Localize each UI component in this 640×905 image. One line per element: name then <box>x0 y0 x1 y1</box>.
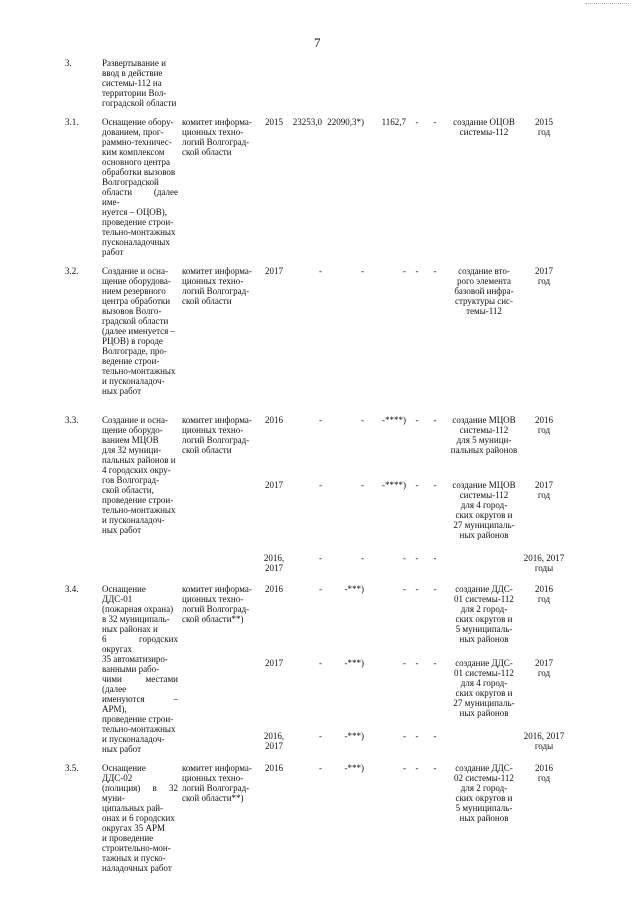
amount-total: - <box>319 584 322 594</box>
amount-federal: - <box>361 480 364 490</box>
year: 2016, 2017 <box>263 553 285 573</box>
expected-result: создание ДДС- 01 системы-112 для 2 город- ских округов и 5 муниципаль- ных районов <box>454 584 514 644</box>
amount-regional: -****) <box>382 480 406 490</box>
row-number: 3.4. <box>65 584 79 594</box>
amount-local: - <box>415 731 419 741</box>
year: 2016 <box>265 415 283 425</box>
executor: комитет информа- ционных техно- логий Волгоград- ской области <box>182 117 252 157</box>
deadline: 2016 год <box>535 415 553 435</box>
amount-regional: -****) <box>382 415 406 425</box>
amount-federal: - <box>361 266 364 276</box>
activity-name: Создание и осна- щение оборудова- нием резервного центра обработки вызовов Волго- градской области (далее именуется – РЦОВ) в городе Волгограде, про- ведение строи- тельно-монтажных и пусконаладоч- ных работ <box>102 266 176 396</box>
amount-extra: - <box>433 117 437 127</box>
amount-total: 23253,0 <box>292 117 322 127</box>
activity-name: Оснащение ДДС-01 (пожарная охрана) в 32 муниципаль- ных районах и 6 городских округах 35 автоматизиро- ванными рабо- чими местами (далее именуются – АРМ), проведение строи- тельно-монтажных и пусконаладоч- ных работ <box>102 584 178 754</box>
amount-federal: -***) <box>344 731 364 741</box>
amount-extra: - <box>433 731 437 741</box>
amount-total: - <box>319 415 322 425</box>
deadline: 2017 год <box>535 480 553 500</box>
row-number: 3.2. <box>65 266 79 276</box>
amount-regional: - <box>403 763 406 773</box>
amount-federal: - <box>361 415 364 425</box>
row-number: 3.1. <box>65 117 79 127</box>
activity-name: Оснащение обору- дованием, прог- раммно-техничес- ким комплексом основного центра обработки вызовов Волгоградской области (далее име- нуется – ОЦОВ), проведение строи- тельно-монтажных пусконаладочных работ <box>102 117 178 257</box>
executor: комитет информа- ционных техно- логий Волгоград- ской области <box>182 415 252 455</box>
amount-extra: - <box>433 763 437 773</box>
year: 2016 <box>265 763 283 773</box>
executor: комитет информа- ционных техно- логий Волгоград- ской области**) <box>182 584 252 624</box>
deadline: 2017 год <box>535 266 553 286</box>
expected-result: создание вто- рого элемента базовой инфра- структуры сис- темы-112 <box>454 266 514 316</box>
year: 2017 <box>265 658 283 668</box>
amount-extra: - <box>433 480 437 490</box>
amount-total: - <box>319 731 322 741</box>
amount-local: - <box>415 117 419 127</box>
amount-extra: - <box>433 415 437 425</box>
year: 2017 <box>265 266 283 276</box>
executor: комитет информа- ционных техно- логий Волгоград- ской области <box>182 266 252 306</box>
deadline: 2015 год <box>535 117 553 137</box>
year: 2016 <box>265 584 283 594</box>
amount-total: - <box>319 480 322 490</box>
amount-federal: -***) <box>344 584 364 594</box>
row-number: 3.5. <box>65 763 79 773</box>
year: 2015 <box>265 117 283 127</box>
deadline: 2016 год <box>535 584 553 604</box>
amount-regional: - <box>403 266 406 276</box>
row-number: 3.3. <box>65 415 79 425</box>
amount-total: - <box>319 658 322 668</box>
amount-local: - <box>415 415 419 425</box>
amount-local: - <box>415 266 419 276</box>
amount-local: - <box>415 763 419 773</box>
amount-extra: - <box>433 266 437 276</box>
scan-header-mark <box>585 0 629 4</box>
expected-result: создание МЦОВ системы-112 для 5 муници- пальных районов <box>450 415 518 455</box>
expected-result: создание ОЦОВ системы-112 <box>453 117 515 137</box>
deadline: 2016, 2017 годы <box>523 553 565 573</box>
amount-local: - <box>415 480 419 490</box>
amount-federal: 22090,3*) <box>327 117 364 127</box>
deadline: 2017 год <box>535 658 553 678</box>
amount-total: - <box>319 763 322 773</box>
expected-result: создание ДДС- 02 системы-112 для 2 город- ских округов и 5 муниципаль- ных районов <box>454 763 514 823</box>
amount-regional: - <box>403 553 406 563</box>
amount-federal: -***) <box>344 658 364 668</box>
amount-extra: - <box>433 584 437 594</box>
activity-name: Создание и осна- щение оборудо- ванием МЦОВ для 32 муници- пальных районов и 4 городских окру- гов Волгоград- ской области, проведение строи- тельно-монтажных и пусконаладоч- ных работ <box>102 415 176 535</box>
activity-name: Развертывание и ввод в действие системы-112 на территории Вол- гоградской области <box>102 58 177 108</box>
deadline: 2016 год <box>535 763 553 783</box>
amount-total: - <box>319 266 322 276</box>
expected-result: создание ДДС- 01 системы-112 для 4 город- ских округов и 27 муниципаль- ных районов <box>453 658 515 718</box>
year: 2016, 2017 <box>263 731 285 751</box>
amount-extra: - <box>433 553 437 563</box>
expected-result: создание МЦОВ системы-112 для 4 город- ских округов и 27 муниципаль- ных районов <box>452 480 516 540</box>
amount-regional: 1162,7 <box>381 117 406 127</box>
activity-name: Оснащение ДДС-02 (полиция) в 32 муни- ципальных рай- онах и 6 городских округах 35 АРМ и проведение строительно-мон- тажных и пуско- наладочных работ <box>102 763 178 873</box>
amount-local: - <box>415 658 419 668</box>
amount-extra: - <box>433 658 437 668</box>
amount-local: - <box>415 553 419 563</box>
deadline: 2016, 2017 годы <box>523 731 565 751</box>
row-number: 3. <box>65 58 72 68</box>
year: 2017 <box>265 480 283 490</box>
executor: комитет информа- ционных техно- логий Волгоград- ской области**) <box>182 763 252 803</box>
amount-local: - <box>415 584 419 594</box>
amount-federal: - <box>361 553 364 563</box>
amount-federal: -***) <box>344 763 364 773</box>
amount-regional: - <box>403 584 406 594</box>
amount-regional: - <box>403 731 406 741</box>
amount-regional: - <box>403 658 406 668</box>
amount-total: - <box>319 553 322 563</box>
page-number: 7 <box>314 35 321 50</box>
